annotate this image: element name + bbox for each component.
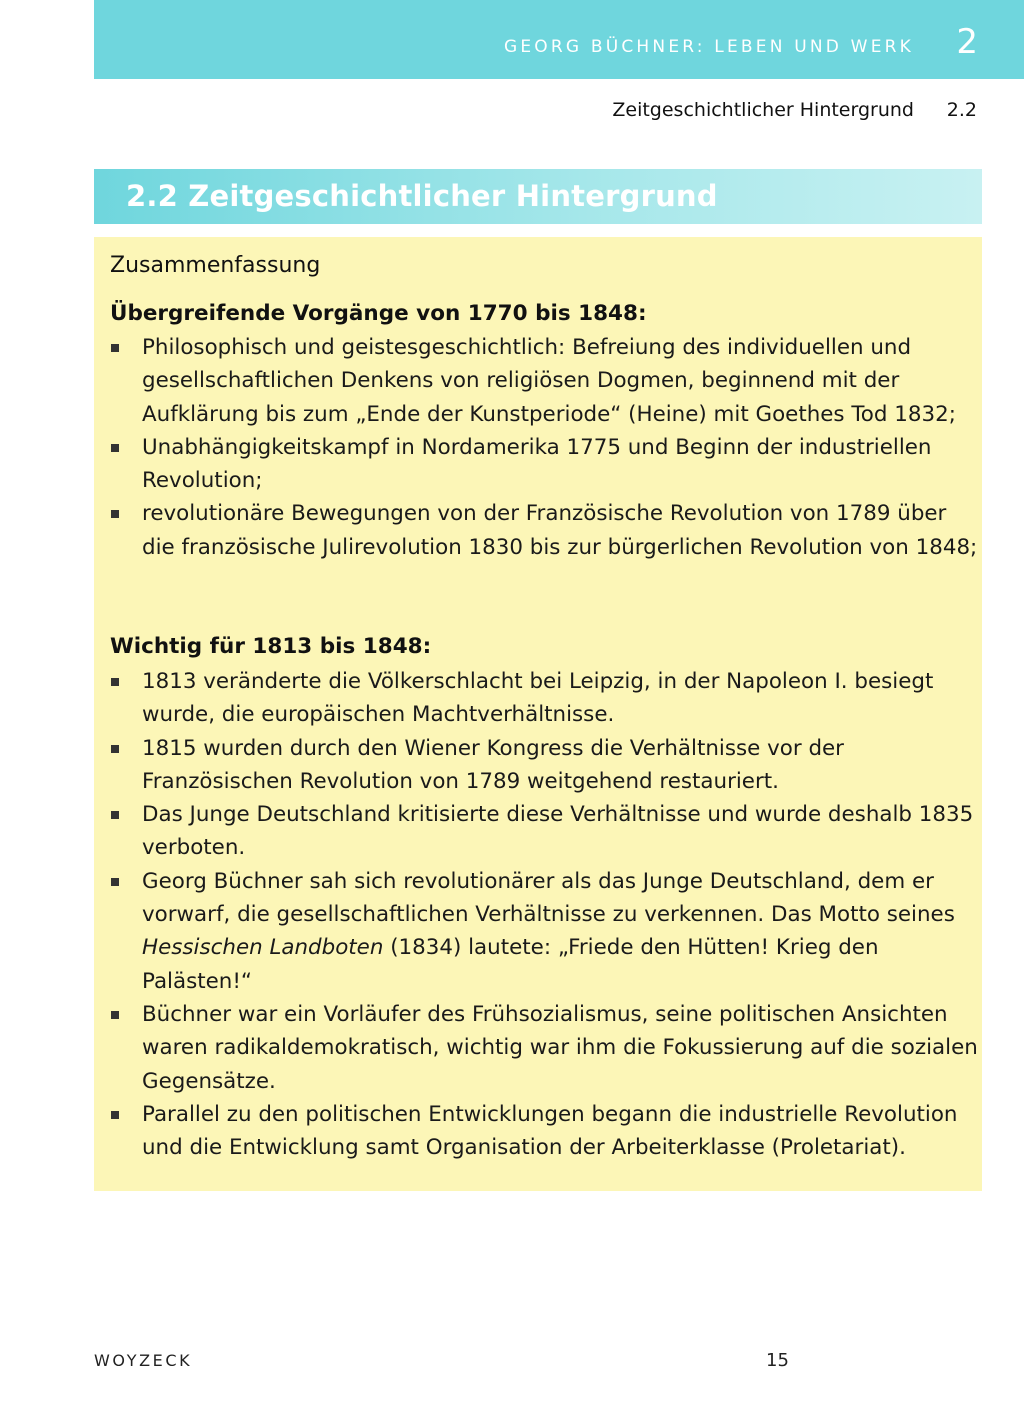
list-item-text-start: Georg Büchner sah sich revolutionärer als das Junge Deutschland, dem er vorwarf, die gesellschaftlichen Verhältnisse zu verkennen. Das Motto seines (142, 868, 955, 928)
chapter-title: GEORG BÜCHNER: LEBEN UND WERK (503, 37, 914, 57)
list-item-text: Unabhängigkeitskampf in Nordamerika 1775 und Beginn der industriellen Revolution; (142, 434, 932, 494)
footer-book-title: WOYZECK (94, 1351, 193, 1370)
list-item-text (142, 869, 955, 994)
list-item-text: Büchner war ein Vorläufer des Frühsozialismus, seine politischen Ansichten waren radikaldemokratisch, wichtig war ihm die Fokussierung auf die sozialen Gegensätze. (142, 1001, 978, 1094)
section-heading: 2.2 Zeitgeschichtlicher Hintergrund (126, 179, 718, 213)
bullet-square-icon (111, 745, 119, 753)
bullet-square-icon (111, 344, 119, 352)
bullet-square-icon (111, 1011, 119, 1019)
summary-label: Zusammenfassung (110, 253, 321, 278)
list-item (110, 732, 978, 799)
book-title: Hessischen Landboten (142, 935, 384, 961)
summary-subheading-important: Wichtig für 1813 bis 1848: (110, 634, 432, 659)
bullet-square-icon (111, 444, 119, 452)
list-item (110, 497, 978, 564)
list-item-text: Das Junge Deutschland kritisierte diese Verhältnisse und wurde deshalb 1835 verboten. (142, 802, 974, 861)
list-item-text: Parallel zu den politischen Entwicklungen begann die industrielle Revolution und die Entwicklung samt Organisation der Arbeiterklasse (Proletariat). (142, 1101, 958, 1161)
summary-box (94, 237, 982, 1191)
list-item-text-end: (1834) lautete: „Friede den Hütten! Krieg den Palästen!“ (142, 935, 879, 994)
bullet-square-icon (111, 811, 119, 819)
list-item (110, 865, 978, 998)
bullet-square-icon (111, 678, 119, 686)
bullet-square-icon (111, 878, 119, 886)
list-item (110, 998, 978, 1098)
list-item-text: revolutionäre Bewegungen von der Französische Revolution von 1789 über die französische Julirevolution 1830 bis zur bürgerlichen Revolution von 1848; (142, 501, 978, 560)
list-item-text: 1813 veränderte die Völkerschlacht bei Leipzig, in der Napoleon I. besiegt wurde, die europäischen Machtverhältnisse. (142, 669, 934, 728)
summary-subheading-overall: Übergreifende Vorgänge von 1770 bis 1848: (110, 301, 647, 326)
chapter-header-band (94, 0, 1024, 79)
bullet-square-icon (111, 510, 119, 518)
list-item (110, 431, 978, 498)
running-section-number: 2.2 (946, 99, 977, 121)
list-item-text: 1815 wurden durch den Wiener Kongress die Verhältnisse vor der Französischen Revolution von 1789 weitgehend restauriert. (142, 735, 844, 794)
list-item-text: Philosophisch und geistesgeschichtlich: Befreiung des individuellen und gesellschaftlichen Denkens von religiösen Dogmen, beginnend mit der Aufklärung bis zum „Ende der Kunstperiode“ (Heine) mit Goethes Tod 1832; (142, 335, 956, 427)
list-item (110, 331, 978, 431)
bullet-square-icon (111, 1111, 119, 1119)
page-number: 15 (766, 1350, 789, 1371)
running-title: Zeitgeschichtlicher Hintergrund (612, 99, 914, 121)
important-events-list (110, 665, 978, 1164)
overall-events-list (110, 331, 978, 564)
list-item (110, 798, 978, 865)
list-item (110, 665, 978, 732)
section-heading-band (94, 169, 982, 224)
list-item (110, 1098, 978, 1165)
chapter-number: 2 (956, 22, 978, 62)
